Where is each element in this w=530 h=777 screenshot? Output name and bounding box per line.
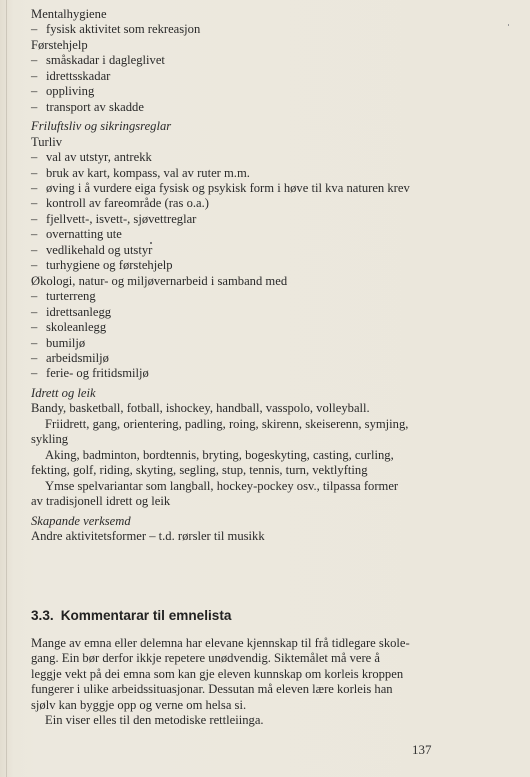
text-line: sykling (31, 432, 69, 447)
list-item: – bruk av kart, kompass, val av ruter m.m. (31, 165, 250, 180)
text-line: Ymse spelvariantar som langball, hockey-pockey osv., tilpassa former (45, 478, 399, 493)
text-line: fungerer i ulike arbeidssituasjonar. Dessutan må eleven lære korleis han (31, 682, 393, 697)
list-item: – turterreng (31, 289, 96, 304)
list-item: – småskadar i dagleglivet (31, 53, 165, 68)
list-item: – arbeidsmiljø (31, 350, 109, 365)
text-line: Friidrett, gang, orientering, padling, roing, skirenn, skeiserenn, symjing, (45, 416, 409, 431)
text-line: Ein viser elles til den metodiske rettleiinga. (45, 713, 264, 728)
list-heading: Turliv (31, 134, 63, 149)
list-item: – fjellvett-, isvett-, sjøvettreglar (31, 211, 197, 226)
list-item: – ferie- og fritidsmiljø (31, 366, 149, 381)
list-heading: Økologi, natur- og miljøvernarbeid i samband med (31, 273, 288, 288)
body-paragraph (31, 636, 451, 728)
list-item: – kontroll av fareområde (ras o.a.) (31, 196, 209, 211)
text-line: sjølv kan byggje opp og verne om helsa si. (31, 697, 247, 712)
topic-list (31, 7, 511, 544)
list-item: – idrettsanlegg (31, 304, 112, 319)
list-item: – oppliving (31, 84, 95, 99)
text-line: Bandy, basketball, fotball, ishockey, handball, vasspolo, volleyball. (31, 401, 370, 416)
list-item: – transport av skadde (31, 99, 144, 114)
list-item: – skoleanlegg (31, 320, 107, 335)
text-line: fekting, golf, riding, skyting, segling, stup, tennis, turn, vektlyfting (31, 463, 368, 478)
list-item: – turhygiene og førstehjelp (31, 258, 173, 273)
text-line: leggje vekt på dei emna som kan gje eleven kunnskap om korleis kroppen (31, 666, 404, 681)
list-item: – bumiljø (31, 335, 86, 350)
page-number: 137 (412, 742, 432, 757)
list-item: – vedlikehald og utstyr (31, 242, 153, 257)
section-number: 3.3. (31, 608, 54, 623)
section-subtitle: Idrett og leik (31, 385, 96, 400)
section-title: Kommentarar til emnelista (60, 608, 232, 623)
list-item: – val av utstyr, antrekk (31, 150, 152, 165)
text-line: av tradisjonell idrett og leik (31, 494, 171, 509)
list-item: – idrettsskadar (31, 68, 111, 83)
text-line: Aking, badminton, bordtennis, bryting, bogeskyting, casting, curling, (45, 447, 394, 462)
text-line: Mange av emna eller delemna har elevane kjennskap til frå tidlegare skole- (31, 636, 410, 650)
list-heading: Førstehjelp (31, 37, 88, 52)
section-heading (31, 608, 231, 623)
text-line: gang. Ein bør derfor ikkje repetere unødvendig. Siktemålet må vere å (31, 651, 380, 666)
list-item: – øving i å vurdere eiga fysisk og psykisk form i høve til kva naturen krev (31, 180, 410, 195)
text-line: Andre aktivitetsformer – t.d. rørsler til musikk (31, 528, 265, 543)
list-item: – overnatting ute (31, 227, 122, 242)
page-gutter (6, 0, 7, 777)
list-heading: Mentalhygiene (31, 7, 107, 21)
section-subtitle: Friluftsliv og sikringsreglar (31, 119, 172, 134)
section-subtitle: Skapande verksemd (31, 513, 131, 528)
list-item: – fysisk aktivitet som rekreasjon (31, 22, 201, 37)
